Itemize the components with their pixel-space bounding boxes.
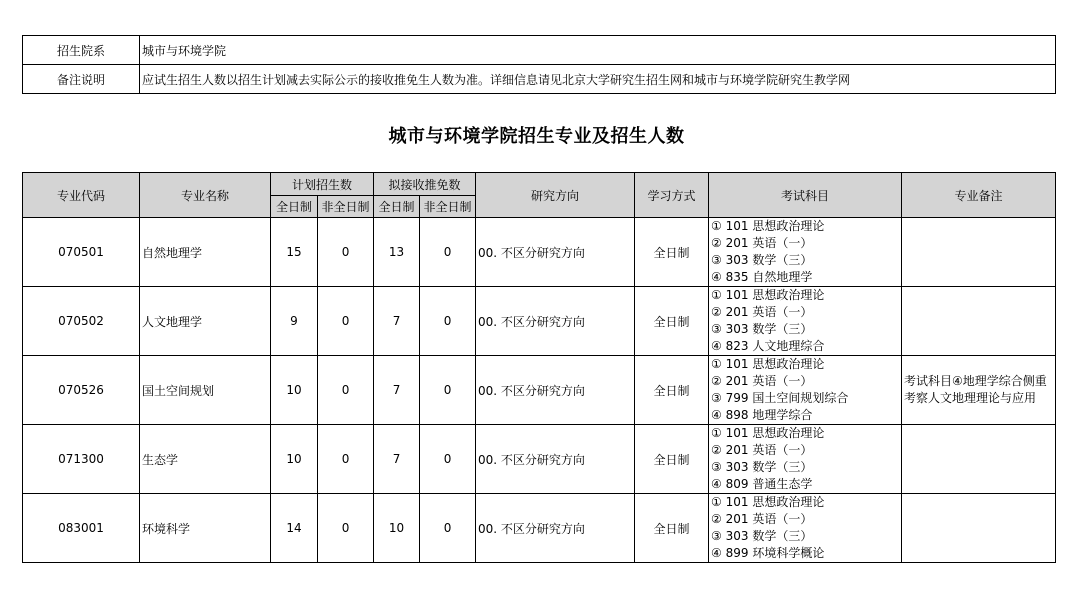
cell-code: 070501 xyxy=(23,218,140,287)
remark-value: 应试生招生人数以招生计划减去实际公示的接收推免生人数为准。详细信息请见北京大学研究生招生网和城市与环境学院研究生教学网 xyxy=(140,65,1056,94)
cell-direction: 00. 不区分研究方向 xyxy=(476,287,635,356)
cell-plan-part: 0 xyxy=(318,356,374,425)
header-plan-part: 非全日制 xyxy=(318,196,374,218)
subject-1: ① 101 思想政治理论 xyxy=(711,495,825,509)
subject-2: ② 201 英语（一） xyxy=(711,305,813,319)
cell-exempt-full: 7 xyxy=(374,356,420,425)
cell-exempt-part: 0 xyxy=(420,356,476,425)
header-row-1 xyxy=(23,173,1056,196)
cell-mode: 全日制 xyxy=(635,494,709,563)
subject-1: ① 101 思想政治理论 xyxy=(711,357,825,371)
cell-direction: 00. 不区分研究方向 xyxy=(476,356,635,425)
table-row xyxy=(23,494,1056,563)
subject-4: ④ 899 环境科学概论 xyxy=(711,546,825,560)
cell-plan-part: 0 xyxy=(318,218,374,287)
dept-value: 城市与环境学院 xyxy=(140,36,1056,65)
subject-4: ④ 835 自然地理学 xyxy=(711,270,813,284)
cell-exempt-full: 10 xyxy=(374,494,420,563)
header-note: 专业备注 xyxy=(902,173,1056,218)
cell-note xyxy=(902,494,1056,563)
header-direction: 研究方向 xyxy=(476,173,635,218)
cell-subjects xyxy=(709,356,902,425)
cell-note xyxy=(902,425,1056,494)
header-exempt-full: 全日制 xyxy=(374,196,420,218)
cell-code: 070526 xyxy=(23,356,140,425)
cell-name: 环境科学 xyxy=(140,494,271,563)
cell-mode: 全日制 xyxy=(635,218,709,287)
subject-3: ③ 303 数学（三） xyxy=(711,529,813,543)
cell-note: 考试科目④地理学综合侧重考察人文地理理论与应用 xyxy=(902,356,1056,425)
subject-3: ③ 303 数学（三） xyxy=(711,322,813,336)
subject-4: ④ 823 人文地理综合 xyxy=(711,339,825,353)
subject-1: ① 101 思想政治理论 xyxy=(711,219,825,233)
header-exempt-part: 非全日制 xyxy=(420,196,476,218)
cell-note xyxy=(902,287,1056,356)
subject-4: ④ 809 普通生态学 xyxy=(711,477,813,491)
subject-2: ② 201 英语（一） xyxy=(711,374,813,388)
cell-name: 生态学 xyxy=(140,425,271,494)
cell-exempt-part: 0 xyxy=(420,425,476,494)
cell-code: 070502 xyxy=(23,287,140,356)
cell-plan-full: 15 xyxy=(271,218,318,287)
cell-subjects xyxy=(709,494,902,563)
subject-1: ① 101 思想政治理论 xyxy=(711,288,825,302)
cell-subjects xyxy=(709,425,902,494)
cell-plan-part: 0 xyxy=(318,287,374,356)
remark-label: 备注说明 xyxy=(23,65,140,94)
header-name: 专业名称 xyxy=(140,173,271,218)
header-plan: 计划招生数 xyxy=(271,173,374,196)
subject-4: ④ 898 地理学综合 xyxy=(711,408,813,422)
cell-name: 国土空间规划 xyxy=(140,356,271,425)
cell-exempt-part: 0 xyxy=(420,494,476,563)
cell-note xyxy=(902,218,1056,287)
subject-3: ③ 799 国土空间规划综合 xyxy=(711,391,849,405)
header-mode: 学习方式 xyxy=(635,173,709,218)
cell-code: 083001 xyxy=(23,494,140,563)
subject-1: ① 101 思想政治理论 xyxy=(711,426,825,440)
cell-exempt-full: 7 xyxy=(374,287,420,356)
cell-exempt-part: 0 xyxy=(420,218,476,287)
header-exempt: 拟接收推免数 xyxy=(374,173,476,196)
subject-3: ③ 303 数学（三） xyxy=(711,253,813,267)
cell-subjects xyxy=(709,287,902,356)
majors-table xyxy=(22,172,1056,563)
header-subjects: 考试科目 xyxy=(709,173,902,218)
info-table xyxy=(22,35,1056,94)
subject-2: ② 201 英语（一） xyxy=(711,443,813,457)
cell-plan-full: 9 xyxy=(271,287,318,356)
cell-name: 人文地理学 xyxy=(140,287,271,356)
cell-direction: 00. 不区分研究方向 xyxy=(476,218,635,287)
cell-mode: 全日制 xyxy=(635,287,709,356)
table-row xyxy=(23,287,1056,356)
cell-plan-full: 14 xyxy=(271,494,318,563)
cell-code: 071300 xyxy=(23,425,140,494)
cell-subjects xyxy=(709,218,902,287)
cell-mode: 全日制 xyxy=(635,425,709,494)
cell-exempt-full: 13 xyxy=(374,218,420,287)
cell-direction: 00. 不区分研究方向 xyxy=(476,425,635,494)
subject-2: ② 201 英语（一） xyxy=(711,236,813,250)
cell-plan-full: 10 xyxy=(271,356,318,425)
dept-label: 招生院系 xyxy=(23,36,140,65)
header-code: 专业代码 xyxy=(23,173,140,218)
cell-direction: 00. 不区分研究方向 xyxy=(476,494,635,563)
header-plan-full: 全日制 xyxy=(271,196,318,218)
subject-3: ③ 303 数学（三） xyxy=(711,460,813,474)
table-row xyxy=(23,356,1056,425)
cell-mode: 全日制 xyxy=(635,356,709,425)
info-row-dept xyxy=(23,36,1056,65)
cell-plan-part: 0 xyxy=(318,494,374,563)
table-row xyxy=(23,218,1056,287)
subject-2: ② 201 英语（一） xyxy=(711,512,813,526)
cell-plan-part: 0 xyxy=(318,425,374,494)
cell-name: 自然地理学 xyxy=(140,218,271,287)
cell-exempt-full: 7 xyxy=(374,425,420,494)
info-row-remark xyxy=(23,65,1056,94)
table-row xyxy=(23,425,1056,494)
page-title: 城市与环境学院招生专业及招生人数 xyxy=(388,126,685,147)
cell-plan-full: 10 xyxy=(271,425,318,494)
cell-exempt-part: 0 xyxy=(420,287,476,356)
